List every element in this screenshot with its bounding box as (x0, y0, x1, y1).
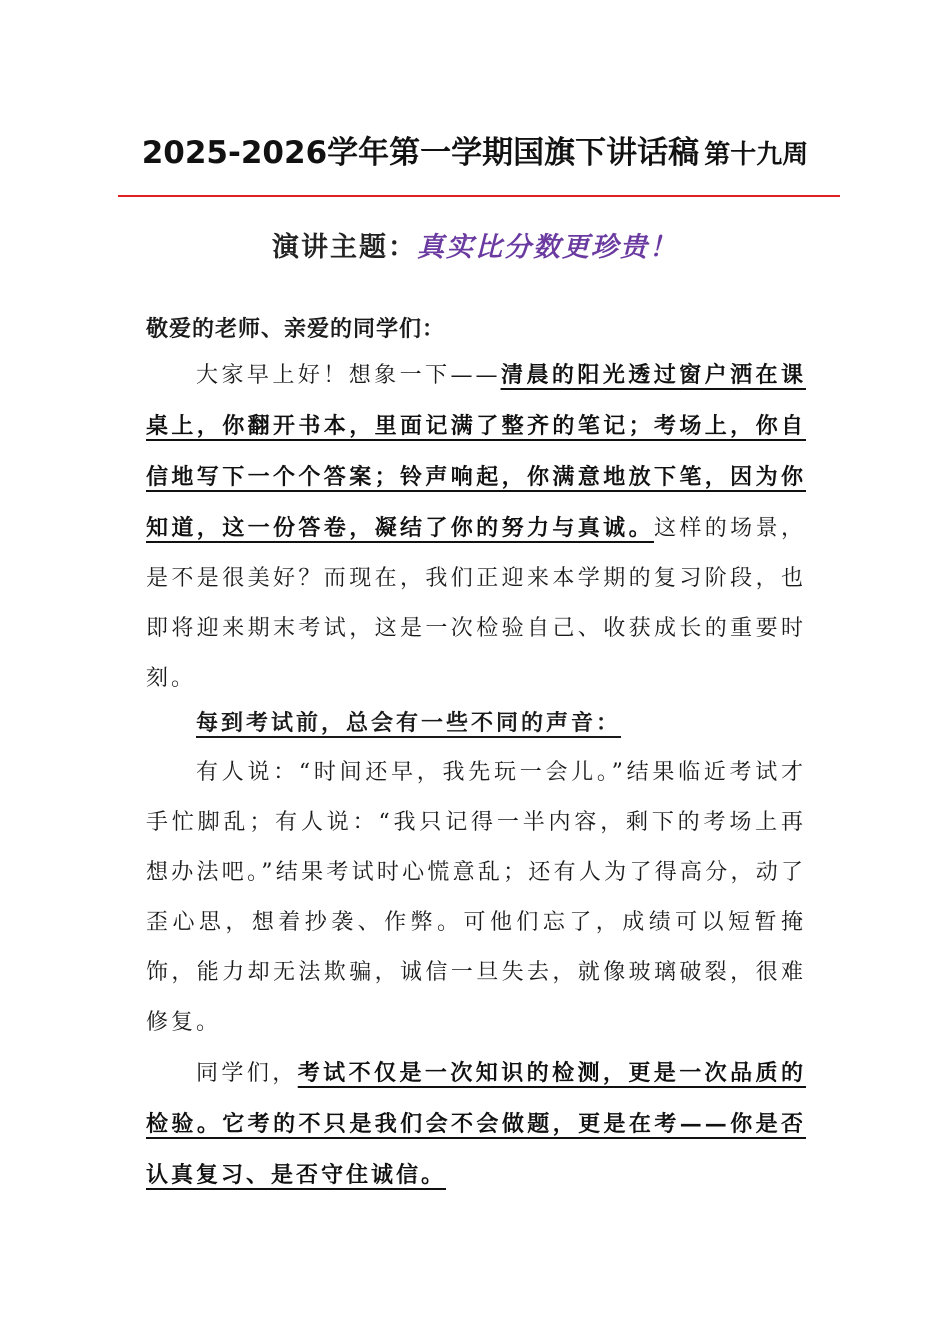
paragraph-1-highlight: 清晨的阳光透过窗户洒在课桌上，你翻开书本，里面记满了整齐的笔记；考场上，你自信地写下一个个答案；铃声响起，你满意地放下笔，因为你知道，这一份答卷，凝结了你的努力与真诚。 (146, 362, 806, 541)
paragraph-3: 有人说：“时间还早，我先玩一会儿。”结果临近考试才手忙脚乱；有人说：“我只记得一半内容，剩下的考场上再想办法吧。”结果考试时心慌意乱；还有人为了得高分，动了歪心思，想着抄袭、作弊。可他们忘了，成绩可以短暂掩饰，能力却无法欺骗，诚信一旦失去，就像玻璃破裂，很难修复。 (146, 760, 806, 1035)
paragraph-1 (146, 350, 806, 704)
paragraph-4-highlight: 考试不仅是一次知识的检测，更是一次品质的检验。它考的不只是我们会不会做题，更是在考——你是否认真复习、是否守住诚信。 (146, 1060, 806, 1188)
paragraph-4-intro: 同学们， (196, 1061, 298, 1086)
speech-topic (0, 225, 950, 264)
paragraph-1-intro: 大家早上好！想象一下—— (196, 363, 501, 388)
title-divider (118, 195, 840, 197)
paragraph-2: 每到考试前，总会有一些不同的声音： (196, 710, 622, 736)
topic-label: 演讲主题： (272, 232, 417, 263)
title-week: 第十九周 (704, 140, 809, 170)
topic-text: 真实比分数更珍贵！ (417, 232, 678, 263)
paragraph-1-rest: 这样的场景，是不是很美好？而现在，我们正迎来本学期的复习阶段，也即将迎来期末考试，这是一次检验自己、收获成长的重要时刻。 (146, 516, 806, 691)
page-title (120, 130, 830, 181)
title-main: 2025-2026学年第一学期国旗下讲话稿 (141, 135, 700, 171)
paragraph-4 (146, 1048, 806, 1201)
greeting: 敬爱的老师、亲爱的同学们： (146, 316, 446, 342)
